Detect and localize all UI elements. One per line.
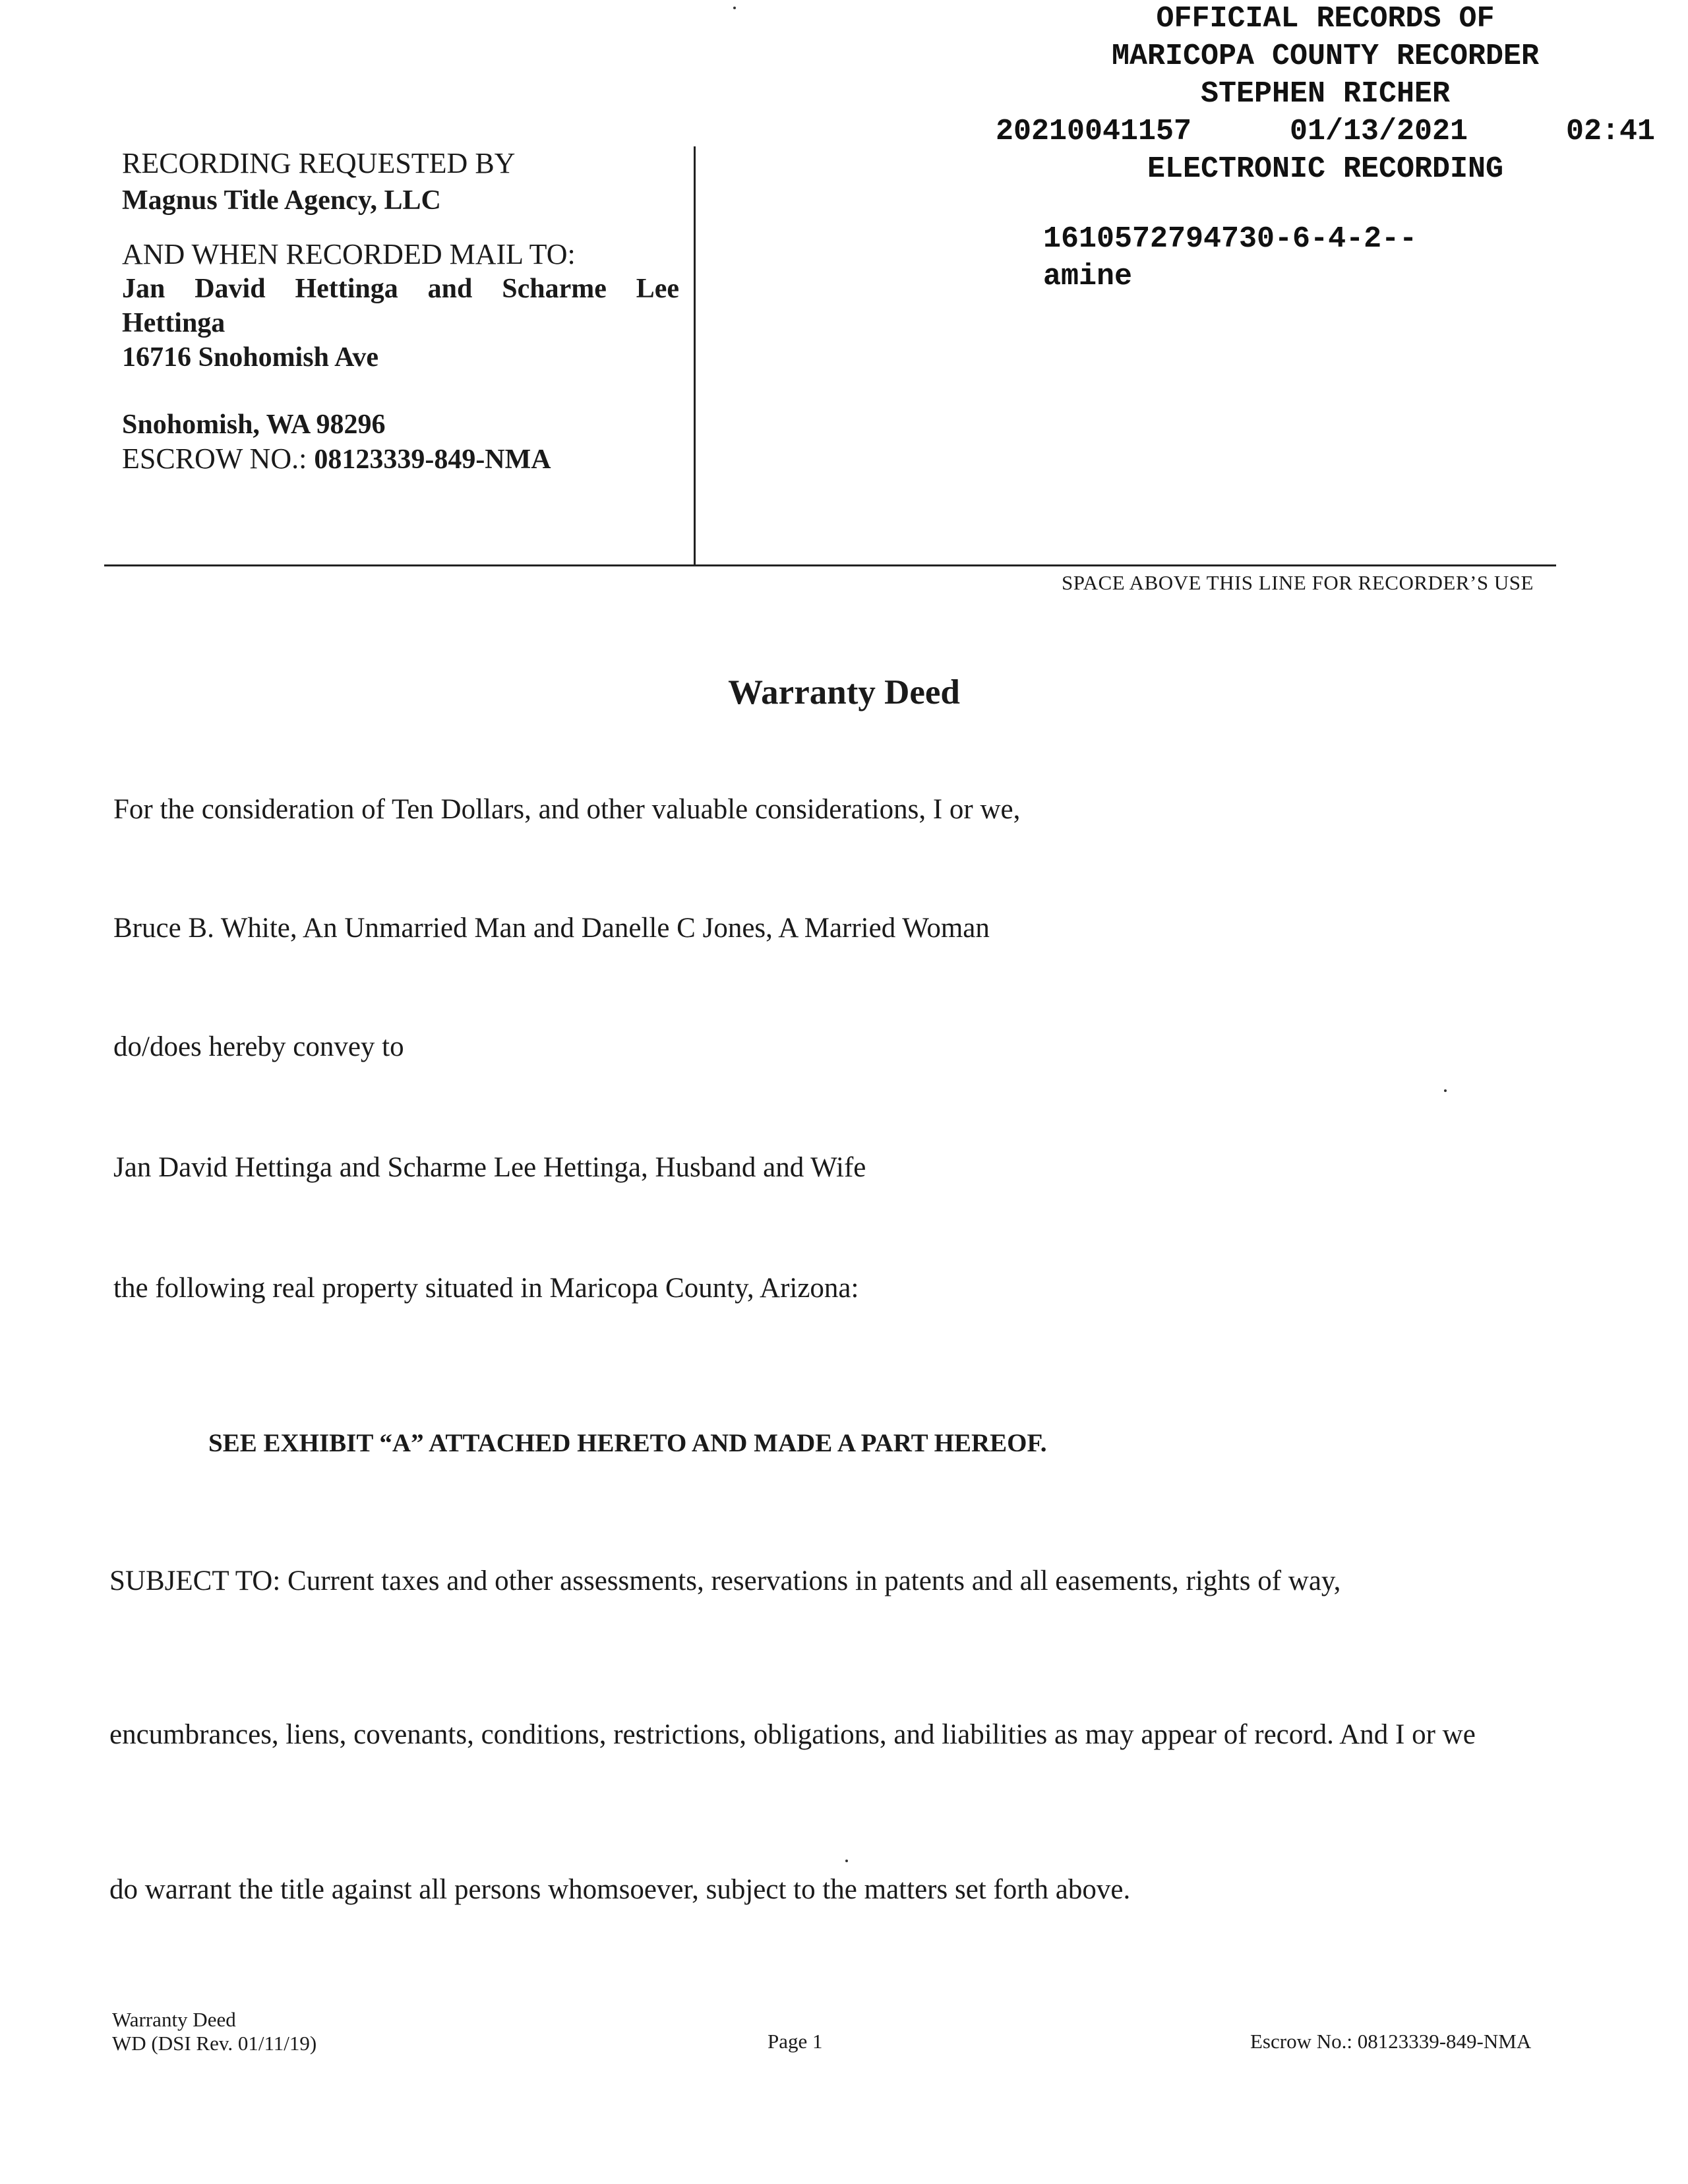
escrow-number-line <box>122 442 679 477</box>
block-divider-vertical <box>694 146 696 566</box>
stamp-line-recorder-name: STEPHEN RICHER <box>1200 77 1451 111</box>
stamp-line-official-records: OFFICIAL RECORDS OF <box>1156 2 1495 36</box>
exhibit-reference: SEE EXHIBIT “A” ATTACHED HERETO AND MADE A PART HEREOF. <box>208 1429 1047 1457</box>
subject-to-line-3: do warrant the title against all persons whomsoever, subject to the matters set forth above. <box>109 1874 1131 1905</box>
mail-to-name-line-2: Hettinga <box>122 308 226 338</box>
requested-by-name: Magnus Title Agency, LLC <box>122 185 441 216</box>
stamp-line-county-recorder: MARICOPA COUNTY RECORDER <box>1111 40 1540 73</box>
requested-by-label: RECORDING REQUESTED BY <box>122 147 516 179</box>
recorder-use-note: SPACE ABOVE THIS LINE FOR RECORDER’S USE <box>1062 571 1534 594</box>
stamp-line-electronic-recording: ELECTRONIC RECORDING <box>1147 152 1504 186</box>
recorder-stamp <box>996 0 1655 188</box>
stamp-record-number: 20210041157 <box>996 115 1192 148</box>
grantees-text: Jan David Hettinga and Scharme Lee Hettinga, Husband and Wife <box>113 1152 866 1183</box>
recording-info-block <box>122 146 679 477</box>
footer-form-code: WD (DSI Rev. 01/11/19) <box>112 2032 317 2055</box>
document-title: Warranty Deed <box>728 673 960 712</box>
escrow-number: 08123339-849-NMA <box>314 444 551 475</box>
grantors-text: Bruce B. White, An Unmarried Man and Danelle C Jones, A Married Woman <box>113 913 990 944</box>
escrow-label: ESCROW NO.: <box>122 442 307 475</box>
stamp-doc-id: 1610572794730-6-4-2-- <box>1043 222 1418 256</box>
property-text: the following real property situated in Maricopa County, Arizona: <box>113 1273 859 1304</box>
stamp-record-line <box>996 113 1655 150</box>
stamp-operator: amine <box>1043 260 1133 293</box>
consideration-text: For the consideration of Ten Dollars, and other valuable considerations, I or we, <box>113 794 1021 825</box>
subject-to-line-1: SUBJECT TO: Current taxes and other assessments, reservations in patents and all easements, rights of way, <box>109 1565 1341 1596</box>
mail-to-address-line-2: Snohomish, WA 98296 <box>122 410 386 440</box>
mail-to-label: AND WHEN RECORDED MAIL TO: <box>122 238 576 270</box>
scan-speck <box>733 7 736 9</box>
scan-speck <box>845 1860 848 1862</box>
footer-form-info <box>112 2008 316 2055</box>
footer-page-number: Page 1 <box>768 2030 823 2053</box>
stamp-record-date: 01/13/2021 <box>1289 115 1468 148</box>
convey-text: do/does hereby convey to <box>113 1031 404 1062</box>
recorder-use-line <box>104 564 1556 566</box>
stamp-document-id <box>1043 220 1417 295</box>
mail-to-address-line-1: 16716 Snohomish Ave <box>122 342 378 373</box>
footer-escrow-number: Escrow No.: 08123339-849-NMA <box>1250 2030 1532 2053</box>
footer-form-name: Warranty Deed <box>112 2008 236 2031</box>
stamp-record-time: 02:41 <box>1565 115 1655 148</box>
subject-to-line-2: encumbrances, liens, covenants, conditions, restrictions, obligations, and liabilities as may appear of record. And I or we <box>109 1719 1476 1750</box>
scan-speck <box>1444 1089 1447 1092</box>
mail-to-name-line-1: Jan David Hettinga and Scharme Lee <box>122 274 679 304</box>
